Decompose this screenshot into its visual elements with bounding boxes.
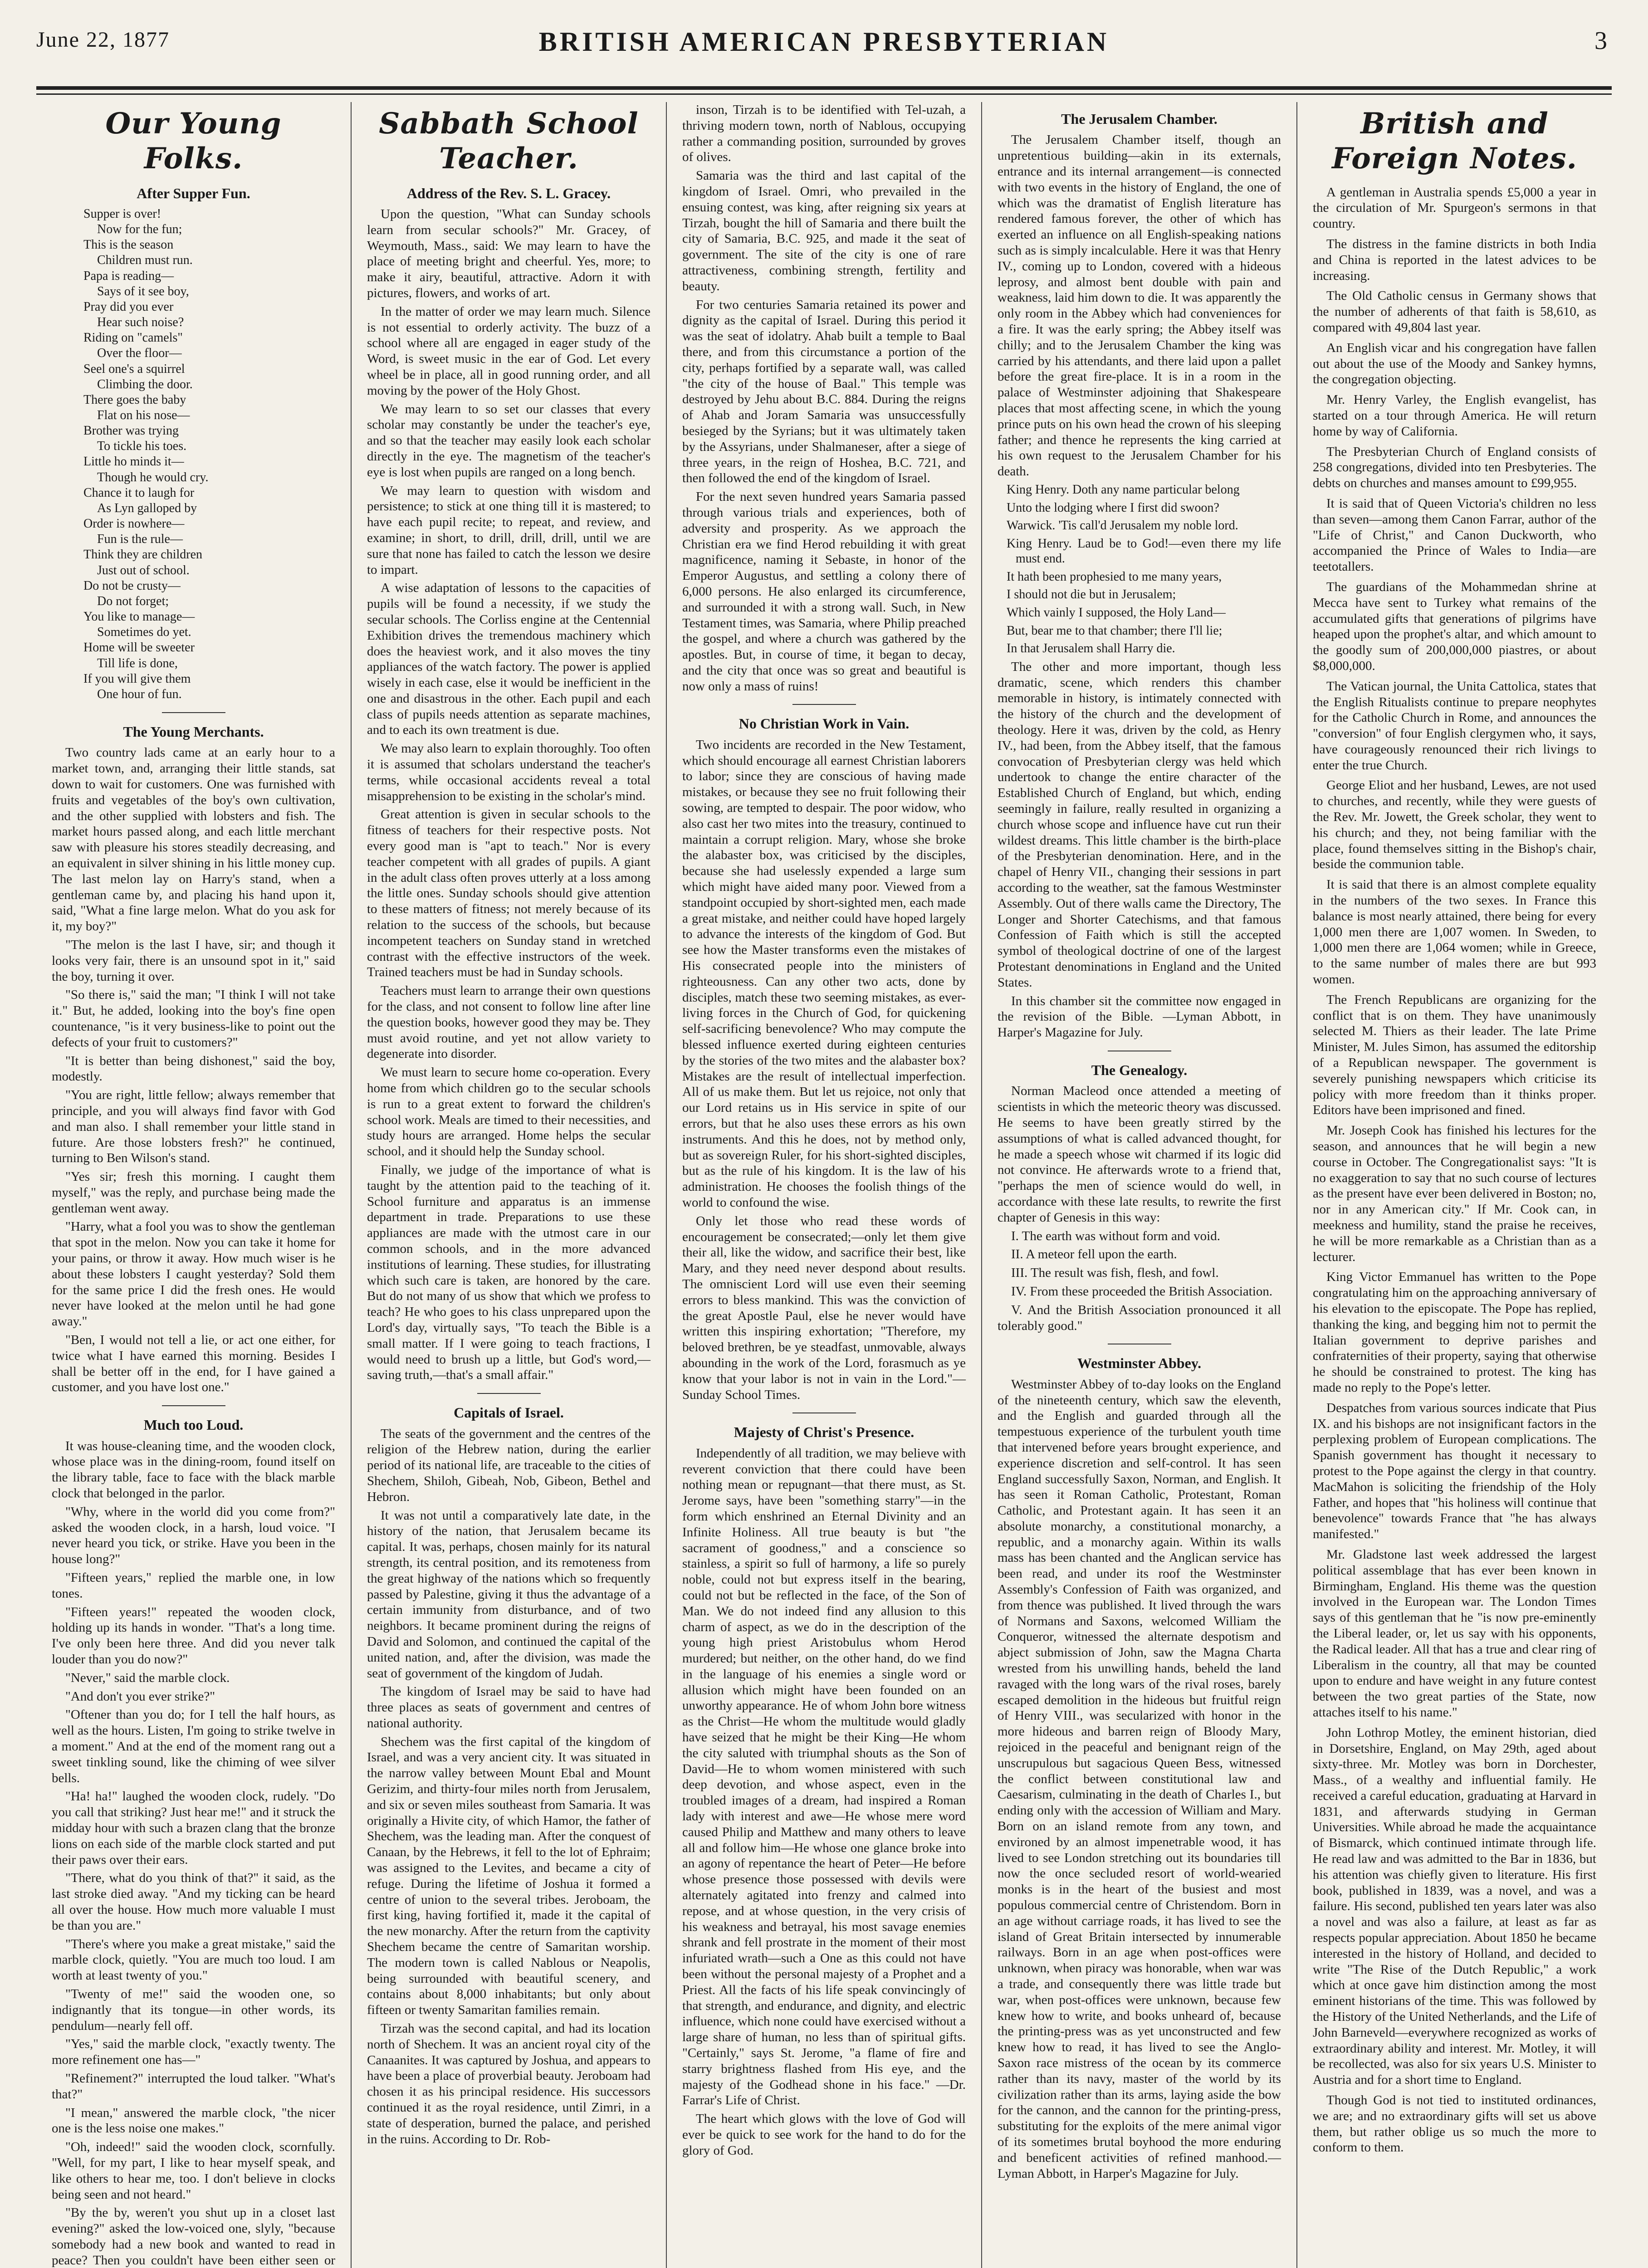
paragraph: V. And the British Association pronounced it all tolerably good." — [998, 1302, 1281, 1333]
paragraph: inson, Tirzah is to be identified with Tel-uzah, a thriving modern town, north of Nablous, occupying rather a commanding position, surrounded by groves of olives. — [682, 103, 966, 165]
newspaper-title: BRITISH AMERICAN PRESBYTERIAN — [538, 27, 1110, 57]
divider — [162, 1405, 225, 1406]
column-three — [667, 102, 982, 2268]
paragraph: For two centuries Samaria retained its power and dignity as the capital of Israel. During this period it was the seat of idolatry. Ahab built a temple to Baal there, and from this circumstance a portion of the city, perhaps fortified by a separate wall, was called "the city of the house of Baal." This temple was destroyed by Jehu about B.C. 884. During the reigns of Ahab and Joram Samaria was unsuccessfully besieged by the Syrians; but it was ultimately taken by the Assyrians, under Shalmaneser, after a siege of three years, in the reign of Hoshea, B.C. 721, and then followed the end of the kingdom of Israel. — [682, 297, 966, 486]
section-heading-sabbath-school: Sabbath School Teacher. — [379, 107, 639, 176]
paragraph: "Yes," said the marble clock, "exactly twenty. The more refinement one has—" — [52, 2037, 335, 2068]
paragraph: Unto the lodging where I first did swoon? — [1007, 500, 1219, 515]
poem-line: Think they are children — [83, 547, 203, 562]
paragraph: IV. From these proceeded the British Association. — [1011, 1284, 1273, 1299]
article-title: The Young Merchants. — [123, 723, 264, 740]
paragraph: George Eliot and her husband, Lewes, are not used to churches, and recently, while they were guests of the Rev. Mr. Jowett, the Greek scholar, they went to his church; and they, not being familiar with the place, found themselves sitting in the Bishop's chair, beside the communion table. — [1313, 778, 1596, 872]
paragraph: In the matter of order we may learn much. Silence is not essential to orderly activity. The buzz of a school where all are engaged in eager study of the Word, is sweet music in the ear of God. Let every wheel be in place, all in good running order, and all moving by the power of the Holy Ghost. — [367, 304, 650, 398]
notes-list — [1313, 185, 1596, 2156]
poem-line: Home will be sweeter — [83, 640, 195, 655]
article-title: The Genealogy. — [1091, 1061, 1188, 1078]
poem-line: Over the floor— — [97, 346, 182, 361]
poem-line: Little ho minds it— — [83, 455, 184, 469]
paragraph: Warwick. 'Tis call'd Jerusalem my noble lord. — [1007, 518, 1238, 533]
poem-line: As Lyn galloped by — [97, 501, 197, 515]
poem — [83, 206, 335, 702]
page-number: 3 — [1594, 27, 1607, 55]
article-body — [998, 132, 1281, 479]
column-young-folks — [36, 102, 352, 2268]
header-rule — [36, 86, 1612, 90]
article-body — [998, 1377, 1281, 2182]
paragraph: The French Republicans are organizing for the conflict that is on them. They have unanimously selected M. Thiers as their leader. The late Prime Minister, M. Jules Simon, has assumed the editorship of a Republican newspaper. The government is severely punishing newspapers which criticise its policy with more freedom than it thinks proper. Editors have been imprisoned and fined. — [1313, 992, 1596, 1118]
paragraph: The Presbyterian Church of England consists of 258 congregations, divided into ten Presbyteries. The debts on churches and manses amount to £99,955. — [1313, 444, 1596, 491]
paragraph: King Henry. Doth any name particular belong — [1007, 482, 1240, 497]
shakespeare-excerpt — [998, 482, 1281, 656]
paragraph: In that Jerusalem shall Harry die. — [1007, 641, 1175, 656]
paragraph: An English vicar and his congregation have fallen out about the use of the Moody and Sankey hymns, the congregation objecting. — [1313, 340, 1596, 387]
paragraph: It is said that of Queen Victoria's children no less than seven—among them Canon Farrar, author of the "Life of Christ," and Canon Duckworth, who accompanied the Prince of Wales to India—are teetotallers. — [1313, 496, 1596, 574]
paragraph: It is said that there is an almost complete equality in the numbers of the two sexes. In France this balance is most nearly attained, there being for every 1,000 men there are 1,007 women. In Sweden, to 1,000 men there are 1,064 women; while in Greece, to the same number of males there are but 993 women. — [1313, 877, 1596, 987]
paragraph: Two incidents are recorded in the New Testament, which should encourage all earnest Christian laborers to labor; since they are conscious of having made mistakes, or because they see no fruit following their sowing, are tempted to despair. The poor widow, who also cast her two mites into the treasury, continued to maintain a corrupt religion. Mary, whose she broke the alabaster box, was criticised by the disciples, because she had uselessly expended a large sum which might have aided many poor. Viewed from a standpoint occupied by short-sighted men, each made a great mistake, and neither could have hoped largely to advance the interests of the kingdom of God. But see how the Master transforms even the mistakes of His consecrated people into the ministers of righteousness. Can any other two acts, done by disciples, match these two seeming mistakes, as ever-living forces in the Church of God, for quickening self-sacrificing benevolence? Who may compute the blessed influence exerted during eighteen centuries by the stories of the two mites and the alabaster box? Mistakes are the result of intellectual imperfection. All of us make them. But let us rejoice, not only that our Lord retains us in His service in spite of our errors, but that he also uses these errors as his own instruments. And this he does, not by method only, but as sovereign Ruler, for his short-sighted disciples, but as the rule of his kingdom. It is the law of his administration. He chooses the foolish things of the world to confound the wise. — [682, 737, 966, 1210]
paragraph: Teachers must learn to arrange their own questions for the class, and not consent to follow line after line the question books, however good they may be. They must avoid routine, and yet not allow variety to degenerate into disorder. — [367, 983, 650, 1061]
article-body — [682, 1446, 966, 2159]
article-body — [367, 206, 650, 1383]
article-title: Address of the Rev. S. L. Gracey. — [406, 185, 611, 201]
paragraph: Two country lads came at an early hour to a market town, and, arranging their little stands, sat down to wait for customers. One was furnished with fruits and vegetables of the boy's own cultivation, and the other supplied with lobsters and fish. The market hours passed along, and each little merchant saw with pleasure his stores steadily decreasing, and an equivalent in silver shining in his little money cup. The last melon lay on Harry's stand, when a gentleman came by, and placing his hand upon it, said, "What a fine large melon. What do you ask for it, my boy?" — [52, 745, 335, 934]
paragraph: "Ben, I would not tell a lie, or act one either, for twice what I have earned this morning. Besides I shall be better off in the end, for I have gained a customer, and you have lost one." — [52, 1333, 335, 1395]
paragraph: King Henry. Laud be to God!—even there my life must end. — [1007, 536, 1281, 566]
paragraph: Mr. Joseph Cook has finished his lectures for the season, and announces that he will begin a new course in October. The Congregationalist says: "It is no exaggeration to say that no such course of lectures as the present have ever been delivered in Boston; no, nor in any American city." If Mr. Cook can, in meekness and humility, stand the praise he receives, he will be more remarkable as a Christian than as a lecturer. — [1313, 1123, 1596, 1264]
poem-line: To tickle his toes. — [97, 439, 187, 454]
paragraph: The guardians of the Mohammedan shrine at Mecca have sent to Turkey what remains of the accumulated gifts that generations of pilgrims have heaped upon the prophet's altar, and which amount to the goodly sum of 200,000,000 piastres, or about $8,000,000. — [1313, 579, 1596, 673]
paragraph: "Why, where in the world did you come from?" asked the wooden clock, in a harsh, loud voice. "I never heard you tick, or strike. Have you been in the house long?" — [52, 1504, 335, 1567]
article-body — [682, 102, 966, 694]
paragraph: A gentleman in Australia spends £5,000 a year in the circulation of Mr. Spurgeon's sermons in that country. — [1313, 185, 1596, 231]
paragraph: The kingdom of Israel may be said to have had three places as seats of government and centres of national authority. — [367, 1684, 650, 1730]
paragraph: We may learn to so set our classes that every scholar may constantly be under the teacher's eye, and so that the teacher may easily look each scholar directly in the eye. The magnetism of the teacher's eye is lost when pupils are ranged on a long bench. — [367, 401, 650, 479]
paragraph: "And don't you ever strike?" — [65, 1689, 215, 1704]
poem-line: Till life is done, — [97, 656, 178, 670]
paragraph: "Fifteen years," replied the marble one, in low tones. — [52, 1570, 335, 1601]
paragraph: Westminster Abbey of to-day looks on the England of the nineteenth century, which saw the eleventh, and the English and guarded through all the tempestuous experience of the turbulent youth time that intervened before years brought experience, and experience discretion and self-control. It has seen England successfully Saxon, Norman, and English. It has seen it Roman Catholic, Protestant, Roman Catholic, and Protestant again. It has seen it an absolute monarchy, a constitutional monarchy, a republic, and a monarchy again. Within its walls mass has been chanted and the Anglican service has been read, and under its roof the Westminster Assembly's Confession of Faith was organized, and from thence was published. It lived through the wars of Normans and Saxons, welcomed William the Conqueror, witnessed the alternate despotism and abject submission of John, saw the Magna Charta wrested from his unwilling hands, beheld the land ravaged with the long wars of the rival roses, barely escaped demolition in the hideous but fruitful reign of Henry VIII., was secularized with honor in the more hideous and barren reign of Bloody Mary, rejoiced in the peaceful and benignant reign of the unscrupulous but sagacious Queen Bess, witnessed the conflict between constitutional law and Caesarism, culminating in the death of Charles I., but ending only with the accession of William and Mary. Born on an island remote from any town, and environed by an almost impenetrable wood, it has lived to see London stretching out its boundaries till now the once secluded resort of world-wearied monks is in the heart of the busiest and most populous commercial centre of Christendom. Born in an age without carriage roads, it has lived to see the island of Great Britain intersected by innumerable railways. Born in an age when post-offices were unknown, when piracy was honorable, when war was a trade, and consequently there was little trade but war, when post-offices were unknown, because few knew how to write, and books unheard of, because the printing-press was as yet unconstructed and few knew how to read, it has lived to see the Anglo-Saxon race mistress of the ocean by its commerce rather than its navy, master of the world by its civilization rather than its arms, laying aside the bow for the cannon, and the cannon for the printing-press, substituting for the exploits of the mere animal vigor of its sometimes brutal boyhood the more enduring and beneficent activities of refined manhood.—Lyman Abbott, in Harper's Magazine for July. — [998, 1377, 1281, 2181]
header-rule-thin — [36, 93, 1612, 95]
article-body — [367, 1426, 650, 2147]
paragraph: The other and more important, though less dramatic, scene, which renders this chamber memorable in history, is intimately connected with the history of the church and the development of theology. Here it was, driven by the cold, as Henry IV., had been, from the Abbey itself, that the famous convocation of Presbyterian clergy was held which undertook to change the entire character of the Established Church of England, but which, ending seemingly in failure, really resulted in organizing a church whose scope and influence have cut run their wildest dreams. This little chamber is the birth-place of the Presbyterian denomination. Here, and in the chapel of Henry VII., changing their sessions in part according to the weather, sat the famous Westminster Assembly. Out of there walls came the Directory, The Longer and Shorter Catechisms, and that famous Confession of Faith which is still the accepted symbol of theological doctrine of one of the largest Protestant denominations in England and the United States. — [998, 659, 1281, 990]
columns — [36, 102, 1612, 2268]
paragraph: It hath been prophesied to me many years, — [1007, 569, 1222, 584]
poem-line: If you will give them — [83, 671, 191, 686]
paragraph: "By the by, weren't you shut up in a closet last evening?" asked the low-voiced one, slyly, "because somebody had a new book and wanted to read in peace? Then you couldn't have been either seen or — [52, 2205, 335, 2268]
poem-line: You like to manage— — [83, 610, 195, 624]
paragraph: The distress in the famine districts in both India and China is reported in the latest advices to be increasing. — [1313, 236, 1596, 283]
poem-line: Now for the fun; — [97, 222, 182, 237]
paragraph: "There, what do you think of that?" it said, as the last stroke died away. "And my ticking can be heard all over the house. How much more valuable I must be than you are." — [52, 1871, 335, 1933]
paragraph: It was house-cleaning time, and the wooden clock, whose place was in the dining-room, found itself on the library table, face to face with the black marble clock that belonged in the parlor. — [52, 1438, 335, 1501]
paragraph: A wise adaptation of lessons to the capacities of pupils will be found a necessity, if we study the secular schools. The Corliss engine at the Centennial Exhibition drives the tremendous machinery which does the heaviest work, and it also moves the tiny appliances of the watch factory. The power is applied wisely in each case, else it would be inefficient in the one and disastrous in the other. Each pupil and each class of pupils needs attention as separate machines, and to each its own treatment is due. — [367, 581, 650, 738]
paragraph: For the next seven hundred years Samaria passed through various trials and experiences, both of adversity and prosperity. As we approach the Christian era we find Herod rebuilding it with great magnificence, naming it Sebaste, in honor of the Emperor Augustus, and settling a colony there of 6,000 persons. He also enlarged its circumference, and surrounded it with a strong wall. Such, in New Testament times, was Samaria, where Philip preached the gospel, and where a church was gathered by the apostles. But, in course of time, it began to decay, and the city that once was so great and beautiful is now only a mass of ruins! — [682, 489, 966, 694]
poem-line: Flat on his nose— — [97, 408, 190, 423]
poem-line: Pray did you ever — [83, 299, 174, 314]
paragraph: "There's where you make a great mistake," said the marble clock, quietly. "You are much too loud. I am worth at least twenty of you." — [52, 1936, 335, 1983]
divider — [162, 712, 225, 713]
paragraph: It was not until a comparatively late date, in the history of the nation, that Jerusalem became its capital. It was, perhaps, chosen mainly for its natural strength, its central position, and its remoteness from the great highway of the nations which so frequently passed by Palestine, giving it thus the advantage of a certain immunity from disturbance, and of two neighbors. It became prominent during the reigns of David and Solomon, and continued the capital of the united nation, and, after the division, was made the seat of government of the kingdom of Judah. — [367, 1508, 650, 1681]
paragraph: Samaria was the third and last capital of the kingdom of Israel. Omri, who prevailed in the ensuing contest, was king, after reigning six years at Tirzah, bought the hill of Samaria and there built the city of Samaria, B.C. 925, and made it the seat of government. The site of the city is one of rare attractiveness, combining strength, fertility and beauty. — [682, 168, 966, 293]
paragraph: Great attention is given in secular schools to the fitness of teachers for their respective posts. Not every good man is "apt to teach." Nor is every teacher competent with all grades of pupils. A giant in the adult class often proves utterly at a loss among the little ones. Sunday schools should give attention to these matters of fitness; not merely because of its relation to the success of the schools, but because incompetent teachers on Sunday stand in wretched contrast with the effective instructors of the week. Trained teachers must be had in Sunday schools. — [367, 807, 650, 980]
paragraph: "Harry, what a fool you was to show the gentleman that spot in the melon. Now you can take it home for your pains, or throw it away. How much wiser is he about these lobsters I caught yesterday? Sold them for the same price I did the fresh ones. He would never have looked at the melon until he had gone away." — [52, 1219, 335, 1329]
poem-line: Children must run. — [97, 253, 193, 268]
paragraph: The Vatican journal, the Unita Cattolica, states that the English Ritualists continue to prepare neophytes for the Catholic Church in Rome, and announces the "conversion" of four English clergymen who, it says, have courageously renounced their rich livings to enter the true Church. — [1313, 679, 1596, 772]
issue-date: June 22, 1877 — [36, 28, 170, 52]
paragraph: "Oftener than you do; for I tell the half hours, as well as the hours. Listen, I'm going to strike twelve in a moment." And at the end of the moment rang out a sweet tinkling sound, like the chiming of wee silver bells. — [52, 1707, 335, 1785]
article-title: No Christian Work in Vain. — [738, 715, 910, 732]
paragraph: Mr. Gladstone last week addressed the largest political assemblage that has ever been known in Birmingham, England. His theme was the question involved in the European war. The London Times says of this gentleman that he "is now pre-eminently the Liberal leader, or, let us say with his opponents, the Radical leader. All that has a true and clear ring of Liberalism in the country, all that may be counted upon to endure and have weight in any future contest between the two great parties of the State, now attaches itself to his name." — [1313, 1547, 1596, 1720]
poem-line: Sometimes do yet. — [97, 625, 191, 640]
paragraph: "Yes sir; fresh this morning. I caught them myself," was the reply, and purchase being made the gentleman went away. — [52, 1169, 335, 1216]
paragraph: Which vainly I supposed, the Holy Land— — [1007, 606, 1226, 620]
paragraph: "Twenty of me!" said the wooden one, so indignantly that its tongue—in other words, its pendulum—nearly fell off. — [52, 1986, 335, 2033]
article-title: Majesty of Christ's Presence. — [734, 1424, 914, 1441]
paragraph: We must learn to secure home co-operation. Every home from which children go to the secular schools is run to a great extent to forward the children's school work. Meals are timed to their necessities, and study hours are arranged. Home helps the secular school, and it should help the Sunday school. — [367, 1065, 650, 1159]
poem-line: Climbing the door. — [97, 377, 193, 391]
paragraph: "It is better than being dishonest," said the boy, modestly. — [52, 1053, 335, 1084]
poem-line: One hour of fun. — [97, 687, 182, 701]
paragraph: "Ha! ha!" laughed the wooden clock, rudely. "Do you call that striking? Just hear me!" and it struck the midday hour with such a brazen clang that the bronze lions on each side of the marble clock started and put their paws over their ears. — [52, 1789, 335, 1867]
poem-line: This is the season — [83, 238, 174, 252]
article-title: Much too Loud. — [143, 1417, 244, 1433]
paragraph: "Never," said the marble clock. — [65, 1670, 230, 1685]
column-sabbath-school — [352, 102, 667, 2268]
poem-line: Seel one's a squirrel — [83, 362, 185, 376]
poem-line: Order is nowhere— — [83, 517, 185, 531]
poem-line: There goes the baby — [83, 392, 186, 407]
paragraph: II. A meteor fell upon the earth. — [1011, 1247, 1177, 1262]
divider — [792, 704, 856, 705]
paragraph: "The melon is the last I have, sir; and though it looks very fair, there is an unsound spot in it," said the boy, turning it over. — [52, 937, 335, 984]
article-title: Westminster Abbey. — [1077, 1355, 1202, 1372]
column-four — [982, 102, 1297, 2268]
paragraph: III. The result was fish, flesh, and fowl. — [1011, 1266, 1219, 1281]
paragraph: "Refinement?" interrupted the loud talker. "What's that?" — [52, 2071, 335, 2102]
poem-line: Hear such noise? — [97, 315, 184, 330]
paragraph: Independently of all tradition, we may believe with reverent conviction that there could have been nothing mean or repugnant—that there must, as St. Jerome says, have been "something starry"—in the form which enshrined an Eternal Divinity and an Infinite Holiness. All true beauty is but "the sacrament of goodness," and a conscience so stainless, a spirit so full of harmony, a life so purely noble, could not but express itself in the bearing, could not but be reflected in the face, of the Son of Man. We do not indeed find any allusion to this charm of aspect, as we do in the description of the young high priest Aristobulus whom Herod murdered; but neither, on the other hand, do we find in the language of his enemies a single word or allusion which might have been founded on an unworthy appearance. He of whom John bore witness as the Christ—He whom the multitude would gladly have seized that he might be their King—He whom the city saluted with triumphal shouts as the Son of David—He to whom women ministered with such deep devotion, and whose aspect, even in the troubled images of a dream, had inspired a Roman lady with interest and awe—He whose mere word caused Philip and Matthew and many others to leave all and follow him—He whose one glance broke into an agony of repentance the heart of Peter—He before whose presence those possessed with devils were alternately agitated into frenzy and calmed into repose, and at whose question, in the very crisis of his weakness and betrayal, his most savage enemies shrank and fell prostrate in the moment of their most infuriated wrath—such a One as this could not have been without the personal majesty of a Prophet and a Priest. All the facts of his life speak convincingly of that strength, and endurance, and dignity, and electric influence, which none could have exercised without a large share of human, no less than of spiritual gifts. "Certainly," says St. Jerome, "a flame of fire and starry brightness flashed from His eye, and the majesty of the Godhead shone in his face." —Dr. Farrar's Life of Christ. — [682, 1446, 966, 2108]
paragraph: The heart which glows with the love of God will ever be quick to see work for the hand to do for the glory of God. — [682, 2112, 966, 2158]
paragraph: In this chamber sit the committee now engaged in the revision of the Bible. —Lyman Abbott, in Harper's Magazine for July. — [998, 993, 1281, 1040]
poem-line: Brother was trying — [83, 424, 179, 438]
paragraph: Finally, we judge of the importance of what is taught by the attention paid to the teaching of it. School furniture and apparatus is an immense department in trade. Preparations to use these appliances are made with the utmost care in our common schools, and in the more advanced institutions of learning. These studies, for illustrating which such care is taken, are honored by the care. But do not many of us show that which we profess to teach? He who goes to his class unprepared upon the Lord's day, virtually says, "To teach the Bible is a small matter. If I were going to teach fractions, I would need to brush up a little, but God's word,—saving truth,—that's a small affair." — [367, 1163, 650, 1383]
column-foreign-notes — [1297, 102, 1612, 2268]
poem-line: Says of it see boy, — [97, 284, 189, 298]
paragraph: "I mean," answered the marble clock, "the nicer one is the less noise one makes." — [52, 2105, 335, 2136]
paragraph: The Old Catholic census in Germany shows that the number of adherents of that faith is 58,610, as compared with 49,804 last year. — [1313, 288, 1596, 335]
poem-line: Do not forget; — [97, 594, 169, 608]
divider — [477, 1393, 541, 1394]
article-body — [998, 1083, 1281, 1334]
paragraph: "So there is," said the man; "I think I will not take it." But, he added, looking into the boy's fine open countenance, "is it very business-like to point out the defects of your fruit to customers?" — [52, 987, 335, 1050]
paragraph: Upon the question, "What can Sunday schools learn from secular schools?" Mr. Gracey, of Weymouth, Mass., said: We may learn to have the place of meeting bright and cheerful. Yes, more; to make it airy, beautiful, attractive. Adorn it with pictures, flowers, and works of art. — [367, 206, 650, 300]
poem-line: Riding on "camels" — [83, 331, 183, 345]
paragraph: Only let those who read these words of encouragement be consecrated;—only let them give their all, like the widow, and sacrifice their best, like Mary, and they need never despond about results. The omniscient Lord will use even their seeming errors to bless mankind. This was the conviction of the great Apostle Paul, else he never would have written this inspiring exhortation; "Therefore, my beloved brethren, be ye steadfast, unmovable, always abounding in the work of the Lord, forasmuch as ye know that your labor is not in vain in the Lord."—Sunday School Times. — [682, 1213, 966, 1402]
article-body — [682, 737, 966, 1403]
poem-line: Though he would cry. — [97, 470, 209, 484]
paragraph: I. The earth was without form and void. — [1011, 1228, 1220, 1243]
paragraph: The Jerusalem Chamber itself, though an unpretentious building—akin in its externals, entrance and its internal arrangement—is connected with two events in the history of England, the one of which was the dramatist of English literature has rendered famous forever, the other of which has exerted an influence on all English-speaking nations such as is simply incalculable. Here it was that Henry IV., coming up to London, covered with a hideous leprosy, and almost bent double with pain and weakness, laid him down to die. It was apparently the only room in the Abbey which had conveniences for a fire. It was the early spring; the Abbey itself was chilly; and to the Jerusalem Chamber the king was carried by his attendants, and there laid upon a pallet before the great fire-place. It is in a room in the palace of Westminster adjoining that Shakespeare places that most affecting scene, in which the young prince puts on his own head the crown of his sleeping father; and thence he represents the king carried at his own request to the Jerusalem Chamber for his death. — [998, 132, 1281, 479]
paragraph: The seats of the government and the centres of the religion of the Hebrew nation, during the earlier period of its national life, are traceable to the cities of Shechem, Shiloh, Gibeah, Nob, Gibeon, Bethel and Hebron. — [367, 1426, 650, 1504]
article-title: After Supper Fun. — [137, 185, 250, 201]
paragraph: King Victor Emmanuel has written to the Pope congratulating him on the approaching anniversary of his elevation to the episcopate. The Pope has replied, thanking the king, and begging him not to permit the Italian government to deprive parishes and confraternities of their property, saying that otherwise he should be constrained to protest. The king has made no reply to the Pope's letter. — [1313, 1270, 1596, 1395]
paragraph: "Fifteen years!" repeated the wooden clock, holding up its hands in wonder. "That's a long time. I've only been here three. And did you never talk louder than you do now?" — [52, 1604, 335, 1667]
paragraph: We may also learn to explain thoroughly. Too often it is assumed that scholars understand the teacher's terms, while occasional accidents reveal a total misapprehension to be existing in the scholar's mind. — [367, 741, 650, 803]
paragraph: Shechem was the first capital of the kingdom of Israel, and was a very ancient city. It was situated in the narrow valley between Mount Ebal and Mount Gerizim, and thirty-four miles north from Jerusalem, and six or seven miles southeast from Samaria. It was originally a Hivite city, of which Hamor, the father of Shechem, was the leading man. After the conquest of Canaan, by the Hebrews, it fell to the lot of Ephraim; was assigned to the Levites, and became a city of refuge. During the lifetime of Joshua it formed a centre of union to the several tribes. Jeroboam, the first king, having fortified it, made it the capital of the new monarchy. After the return from the captivity Shechem became the centre of Samaritan worship. The modern town is called Nablous or Neapolis, being surrounded with beautiful scenery, and contains about 8,000 inhabitants; but only about fifteen or twenty Samaritan families remain. — [367, 1734, 650, 2018]
poem-line: Just out of school. — [97, 563, 190, 577]
paragraph: I should not die but in Jerusalem; — [1007, 587, 1176, 602]
paragraph: "You are right, little fellow; always remember that principle, and you will always find favor with God and man also. I shall remember your little stand in future. Are those lobsters fresh?" he continued, turning to Ben Wilson's stand. — [52, 1088, 335, 1166]
article-title: Capitals of Israel. — [454, 1404, 564, 1421]
poem-line: Do not be crusty— — [83, 578, 181, 593]
article-body — [52, 745, 335, 1395]
paragraph: We may learn to question with wisdom and persistence; to stick at one thing till it is mastered; to have each pupil recite; to repeat, and review, and examine; in short, to drill, drill, drill, until we are sure that none has failed to catch the lesson we desire to impart. — [367, 483, 650, 577]
poem-line: Supper is over! — [83, 206, 161, 221]
paragraph: Norman Macleod once attended a meeting of scientists in which the meteoric theory was discussed. He seems to have been greatly stirred by the assumptions of what is called advanced thought, for he made a speech whose wit charmed if its logic did not convince. He afterwards wrote to a friend that, "perhaps the men of science would do well, in accordance with these late results, to rewrite the first chapter of Genesis in this way: — [998, 1084, 1281, 1225]
section-heading-foreign-notes: British and Foreign Notes. — [1332, 107, 1577, 176]
paragraph: Mr. Henry Varley, the English evangelist, has started on a tour through America. He will return home by way of California. — [1313, 392, 1596, 439]
paragraph: Despatches from various sources indicate that Pius IX. and his bishops are not insignificant factors in the perplexing problem of European complications. The Spanish government has thought it necessary to protest to the Pope against the clergy in that country. MacMahon is soliciting the friendship of the Holy Father, and hopes that "his holiness will continue that benevolence" towards France that "he has always manifested." — [1313, 1400, 1596, 1542]
poem-line: Papa is reading— — [83, 269, 174, 283]
poem-line: Fun is the rule— — [97, 532, 183, 547]
article-title: The Jerusalem Chamber. — [1061, 111, 1218, 127]
paragraph: Though God is not tied to instituted ordinances, we are; and no extraordinary gifts will set us above them, but rather oblige us so much the more to conform to them. — [1313, 2093, 1596, 2155]
paragraph: John Lothrop Motley, the eminent historian, died in Dorsetshire, England, on May 29th, aged about sixty-three. Mr. Motley was born in Dorchester, Mass., of a wealthy and influential family. He received a careful education, graduating at Harvard in 1831, and afterwards studying in German Universities. While abroad he made the acquaintance of Bismarck, which continued intimate through life. He read law and was admitted to the Bar in 1836, but his attention was chiefly given to literature. His first book, published in 1839, was a novel, and was a failure. His second, published ten years later was also a novel and was also a failure, at least as far as respects popular appreciation. About 1850 he became interested in the history of Holland, and decided to write "The Rise of the Dutch Republic," a work which at once gave him distinction among the most eminent historians of the time. This was followed by the History of the United Netherlands, and the Life of John Barneveld—everywhere recognized as works of extraordinary ability and interest. Mr. Motley, it will be recollected, was also for six years U.S. Minister to Austria and for a short time to England. — [1313, 1725, 1596, 2087]
article-body — [52, 1438, 335, 2268]
paragraph: But, bear me to that chamber; there I'll lie; — [1007, 623, 1223, 638]
masthead — [36, 18, 1612, 86]
paragraph: "Oh, indeed!" said the wooden clock, scornfully. "Well, for my part, I like to hear myself speak, and like others to hear me, too. I don't believe in clocks being seen and not heard." — [52, 2140, 335, 2202]
article-body — [998, 659, 1281, 1041]
poem-line: Chance it to laugh for — [83, 485, 195, 500]
section-heading-young-folks: Our Young Folks. — [105, 107, 282, 176]
paragraph: Tirzah was the second capital, and had its location north of Shechem. It was an ancient royal city of the Canaanites. It was captured by Joshua, and appears to have been a place of proverbial beauty. Jeroboam had chosen it as his principal residence. His successors continued it as the royal residence, until Zimri, in a state of desperation, burned the palace, and perished in the ruins. According to Dr. Rob- — [367, 2021, 650, 2146]
